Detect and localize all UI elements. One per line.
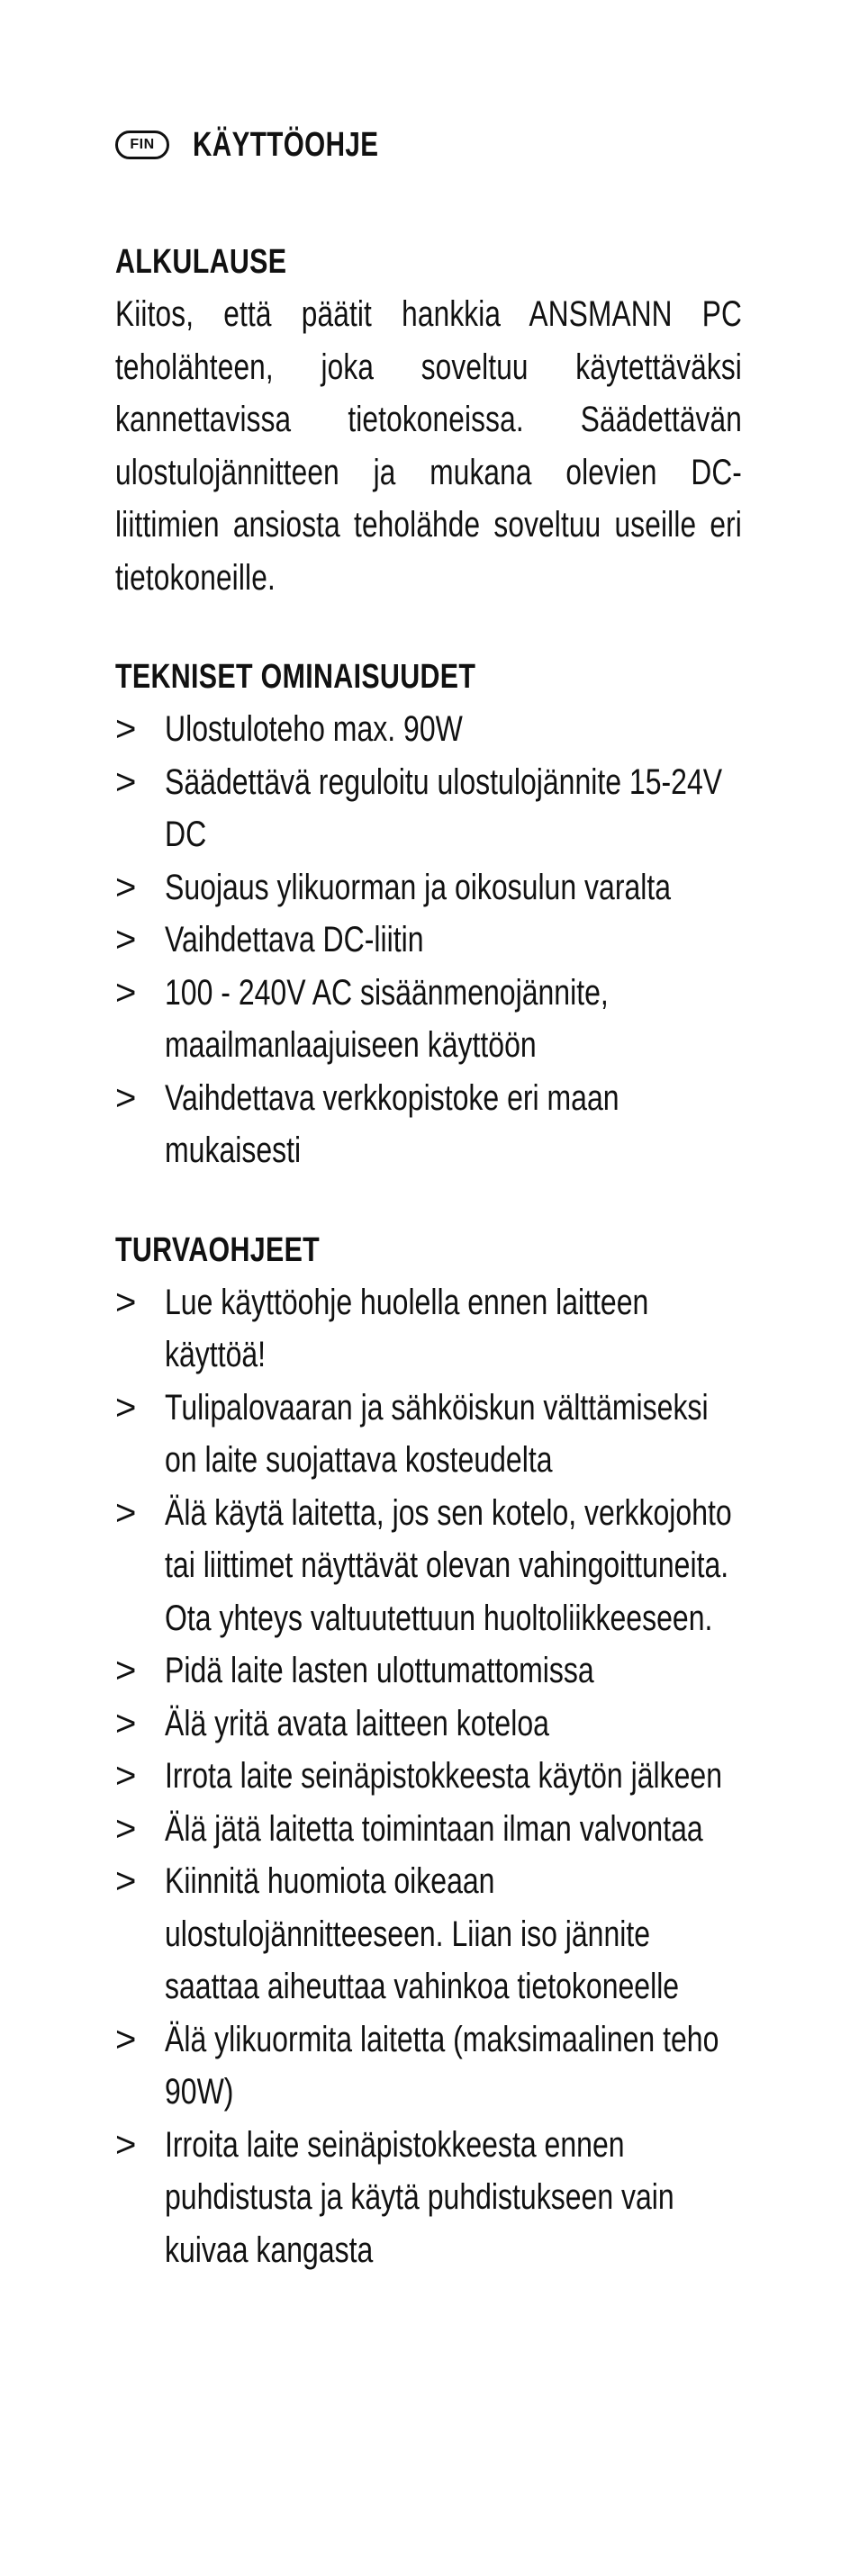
bullet-marker: > xyxy=(115,920,137,959)
safety-heading: TURVAOHJEET xyxy=(115,1230,321,1269)
list-item xyxy=(115,1750,742,1803)
list-item-text: Älä ylikuormita laitetta (maksimaalinen teho 90W) xyxy=(165,2019,719,2112)
list-item-text: Älä yritä avata laitteen koteloa xyxy=(165,1703,549,1743)
intro-paragraph: Kiitos, että päätit hankkia ANSMANN PC teholähteen, joka soveltuu käytettäväksi kannettavissa tietokoneissa. Säädettävän ulostulojännitteen ja mukana olevien DC-liittimien ansiosta teholähde soveltuu useille eri tietokoneille. xyxy=(115,294,742,598)
list-item xyxy=(115,2013,742,2119)
list-item-text: Vaihdettava verkkopistoke eri maan mukaisesti xyxy=(165,1077,619,1170)
list-item xyxy=(115,756,742,861)
list-item-text: Pidä laite lasten ulottumattomissa xyxy=(165,1651,594,1690)
list-item xyxy=(115,914,742,967)
list-item-text: Säädettävä reguloitu ulostulojännite 15-24V DC xyxy=(165,761,723,854)
specs-section xyxy=(115,651,742,1177)
list-item xyxy=(115,1855,742,2013)
list-item xyxy=(115,967,742,1072)
list-item xyxy=(115,861,742,914)
bullet-marker: > xyxy=(115,1282,137,1322)
list-item-text: Irrota laite seinäpistokkeesta käytön jälkeen xyxy=(165,1756,723,1796)
specs-list xyxy=(115,703,742,1177)
bullet-marker: > xyxy=(115,1861,137,1901)
bullet-marker: > xyxy=(115,709,137,749)
list-item xyxy=(115,1698,742,1751)
manual-page xyxy=(115,115,742,2276)
document-title: KÄYTTÖOHJE xyxy=(193,125,379,164)
list-item xyxy=(115,2119,742,2277)
bullet-marker: > xyxy=(115,1808,137,1849)
safety-list xyxy=(115,1276,742,2277)
list-item-text: Älä käytä laitetta, jos sen kotelo, verkkojohto tai liittimet näyttävät olevan vahingoittuneita. Ota yhteys valtuutettuun huoltoliikkeeseen. xyxy=(165,1492,732,1638)
bullet-marker: > xyxy=(115,1387,137,1428)
list-item-text: Irroita laite seinäpistokkeesta ennen puhdistusta ja käytä puhdistukseen vain kuivaa kangasta xyxy=(165,2124,674,2270)
bullet-marker: > xyxy=(115,1492,137,1533)
list-item-text: Kiinnitä huomiota oikeaan ulostulojännitteeseen. Liian iso jännite saattaa aiheuttaa vahinkoa tietokoneelle xyxy=(165,1861,680,2006)
list-item xyxy=(115,1276,742,1382)
safety-section xyxy=(115,1224,742,2277)
page-header xyxy=(115,115,742,175)
list-item-text: Ulostuloteho max. 90W xyxy=(165,709,463,749)
list-item xyxy=(115,1487,742,1645)
intro-section xyxy=(115,236,742,604)
list-item-text: Suojaus ylikuorman ja oikosulun varalta xyxy=(165,867,672,907)
bullet-marker: > xyxy=(115,972,137,1013)
list-item-text: Lue käyttöohje huolella ennen laitteen käyttöä! xyxy=(165,1282,649,1374)
bullet-marker: > xyxy=(115,2124,137,2165)
list-item xyxy=(115,1803,742,1856)
list-item-text: 100 - 240V AC sisäänmenojännite, maailmanlaajuiseen käyttöön xyxy=(165,972,609,1065)
bullet-marker: > xyxy=(115,1651,137,1690)
list-item-text: Vaihdettava DC-liitin xyxy=(165,920,424,959)
bullet-marker: > xyxy=(115,761,137,802)
bullet-marker: > xyxy=(115,1756,137,1796)
bullet-marker: > xyxy=(115,867,137,907)
list-item xyxy=(115,1644,742,1698)
list-item xyxy=(115,1072,742,1177)
list-item-text: Tulipalovaaran ja sähköiskun välttämiseksi on laite suojattava kosteudelta xyxy=(165,1387,709,1480)
list-item xyxy=(115,703,742,756)
bullet-marker: > xyxy=(115,1703,137,1743)
intro-heading: ALKULAUSE xyxy=(115,243,287,281)
bullet-marker: > xyxy=(115,1077,137,1118)
bullet-marker: > xyxy=(115,2019,137,2059)
language-badge: FIN xyxy=(115,131,169,159)
specs-heading: TEKNISET OMINAISUUDET xyxy=(115,658,476,696)
list-item-text: Älä jätä laitetta toimintaan ilman valvontaa xyxy=(165,1808,703,1849)
list-item xyxy=(115,1382,742,1487)
